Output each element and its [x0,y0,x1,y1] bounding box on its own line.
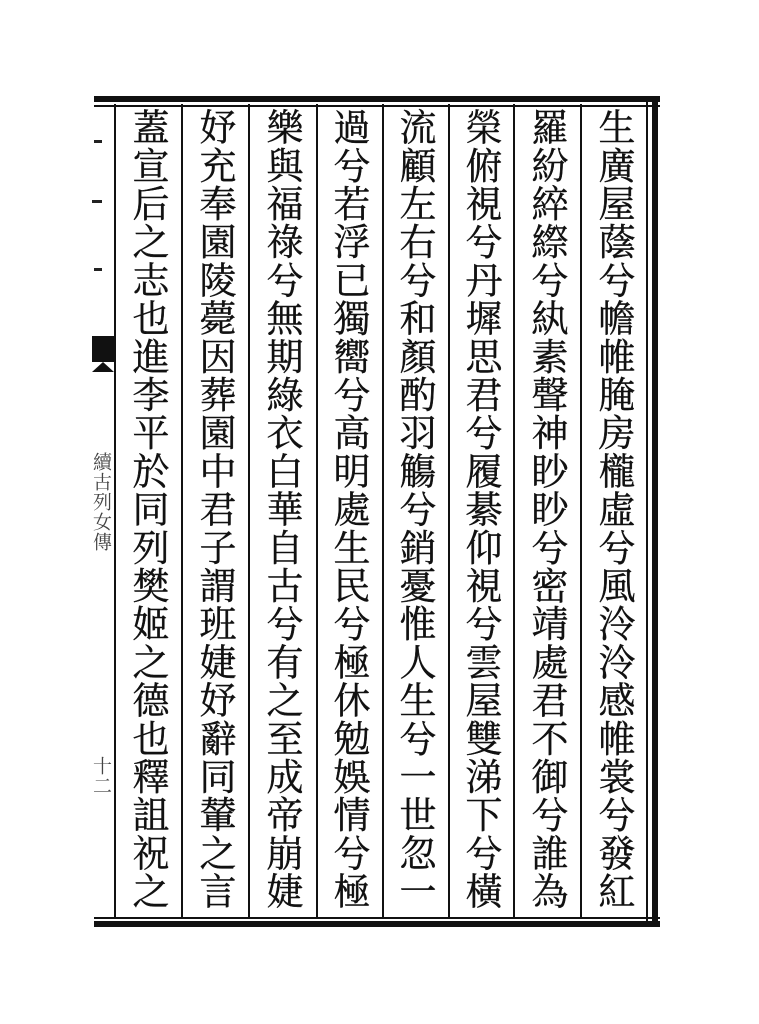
column-divider [448,104,450,919]
text-column-1: 生廣屋蔭兮幨帷腌房櫳虛兮風泠泠感帷裳兮發紅 [592,108,635,911]
column-divider [382,104,384,919]
text-column-8: 蓋宣后之志也進李平於同列樊姬之德也釋詛祝之 [126,108,169,911]
text-column-5: 過兮若浮已獨嚮兮高明處生民兮極休勉娛情兮極 [327,108,370,911]
column-divider [580,104,582,919]
text-column-4: 流顧左右兮和顏酌羽觴兮銷憂惟人生兮一世忽一 [393,108,436,911]
column-divider [316,104,318,919]
margin-tick [94,140,102,143]
text-column-2: 羅紛綷縩兮紈素聲神眇眇兮密靖處君不御兮誰為 [525,108,568,911]
text-column-7: 妤充奉園陵薨因葬園中君子謂班婕妤辭同輦之言 [193,108,236,911]
text-column-3: 榮俯視兮丹墀思君兮履綦仰視兮雲屋雙涕下兮橫 [459,108,502,911]
fish-tail-notch [92,362,114,372]
bottom-border-thick [94,921,660,927]
right-border-thin [646,100,648,923]
margin-tick [92,200,102,203]
margin-tick [94,268,102,271]
right-border-thick [652,96,658,927]
margin-title: 續古列女傳 [90,452,112,552]
bottom-border-thin [94,917,660,919]
column-divider [181,104,183,919]
page-number: 十二 [90,756,112,796]
top-border-thin [94,105,660,107]
column-divider [248,104,250,919]
text-column-6: 樂與福祿兮無期綠衣白華自古兮有之至成帝崩婕 [260,108,303,911]
top-border-thick [94,96,660,102]
column-divider [513,104,515,919]
